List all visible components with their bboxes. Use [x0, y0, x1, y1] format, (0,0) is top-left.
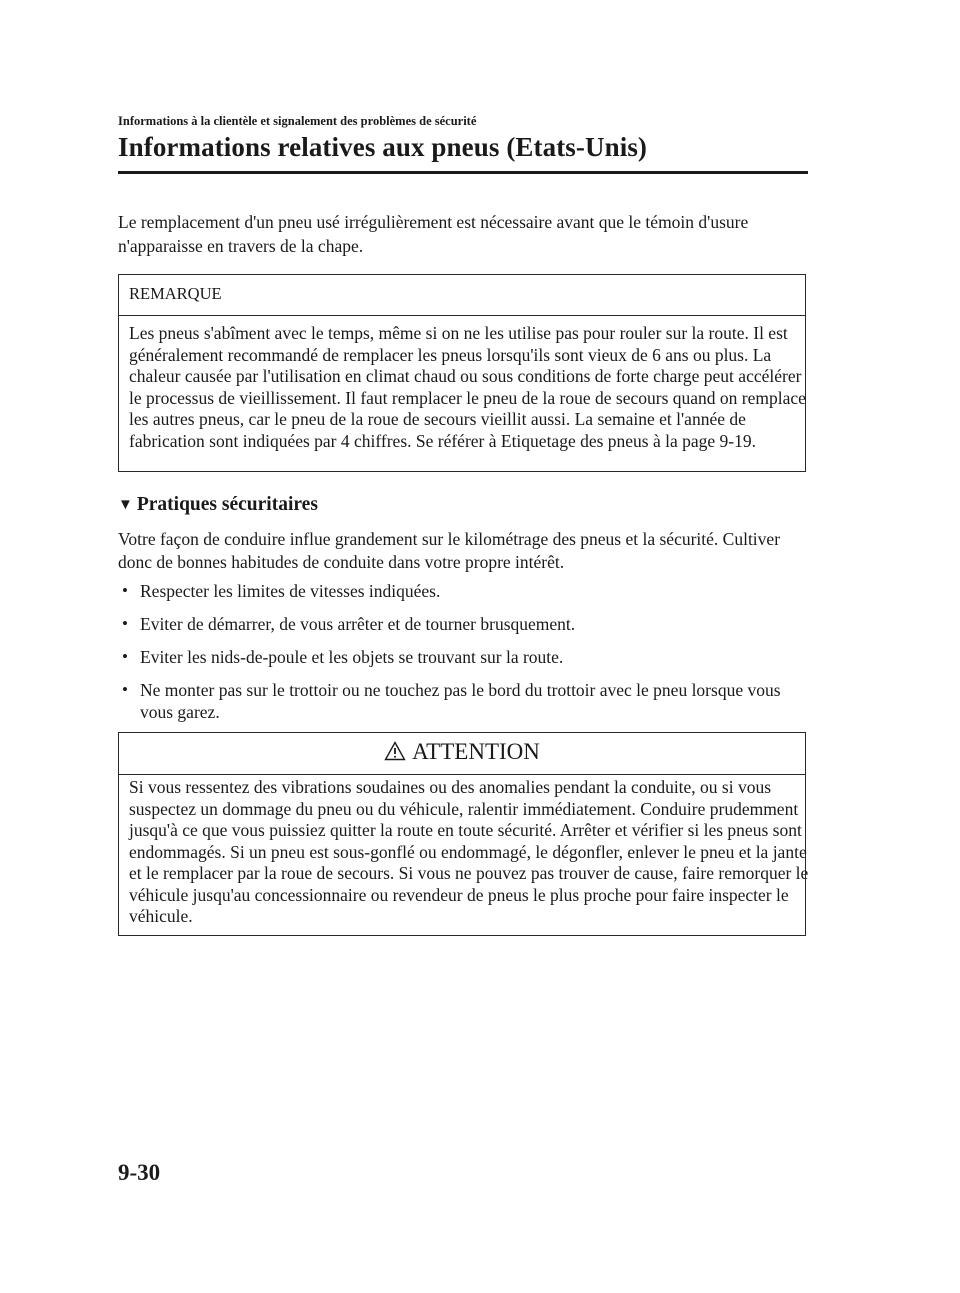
list-item — [118, 646, 808, 668]
list-item — [118, 580, 808, 602]
section-label: Informations à la clientèle et signalement des problèmes de sécurité — [118, 114, 477, 128]
intro-paragraph: Le remplacement d'un pneu usé irrégulièrement est nécessaire avant que le témoin d'usure n'apparaisse en travers de la chape. — [118, 212, 749, 256]
section-intro: Votre façon de conduire influe grandement sur le kilométrage des pneus et la sécurité. Cultiver donc de bonnes habitudes de conduite dans votre propre intérêt. — [118, 529, 781, 572]
bullet-list — [118, 580, 808, 734]
bullet-icon: • — [122, 647, 128, 666]
bullet-icon: • — [122, 614, 128, 633]
note-box — [118, 274, 806, 472]
list-item-text: Respecter les limites de vitesses indiquées. — [140, 581, 441, 601]
note-heading: REMARQUE — [119, 275, 805, 316]
list-item — [118, 613, 808, 635]
section-heading — [118, 494, 318, 516]
title-rule — [118, 171, 808, 174]
page-title: Informations relatives aux pneus (Etats-Unis) — [118, 132, 648, 162]
section-heading-text: Pratiques sécuritaires — [136, 494, 318, 515]
list-item-text: Ne monter pas sur le trottoir ou ne touchez pas le bord du trottoir avec le pneu lorsque vous vous garez. — [140, 680, 781, 722]
list-item-text: Eviter les nids-de-poule et les objets se trouvant sur la route. — [140, 647, 564, 667]
warning-box — [118, 732, 809, 936]
bullet-icon: • — [122, 680, 128, 699]
warning-heading — [119, 733, 805, 775]
bullet-icon: • — [122, 581, 128, 600]
triangle-down-icon: ▼ — [118, 497, 133, 513]
warning-triangle-icon — [384, 741, 406, 761]
warning-heading-text: ATTENTION — [412, 739, 540, 764]
list-item-text: Eviter de démarrer, de vous arrêter et de tourner brusquement. — [140, 614, 576, 634]
note-body: Les pneus s'abîment avec le temps, même si on ne les utilise pas pour rouler sur la route. Il est généralement recommandé de remplacer les pneus lorsqu'ils sont vieux de 6 ans ou plus. La chaleur causée par l'utilisation en climat chaud ou sous conditions de forte charge peut accélérer le processus de vieillissement. Il faut remplacer le pneu de la roue de secours quand on remplace les autres pneus, car le pneu de la roue de secours vieillit aussi. La semaine et l'année de fabrication sont indiquées par 4 chiffres. Se référer à Etiquetage des pneus à la page 9-19. — [129, 323, 806, 451]
warning-body: Si vous ressentez des vibrations soudaines ou des anomalies pendant la conduite, ou si vous suspectez un dommage du pneu ou du véhicule, ralentir immédiatement. Conduire prudemment jusqu'à ce que vous puissiez quitter la route en toute sécurité. Arrêter et vérifier si les pneus sont endommagés. Si un pneu est sous-gonflé ou endommagé, le dégonfler, enlever le pneu et la jante et le remplacer par la roue de secours. Si vous ne pouvez pas trouver de cause, faire remorquer le véhicule jusqu'au concessionnaire ou revendeur de pneus le plus proche pour faire inspecter le véhicule. — [129, 777, 809, 926]
list-item — [118, 679, 808, 723]
page-number: 9-30 — [118, 1160, 161, 1185]
